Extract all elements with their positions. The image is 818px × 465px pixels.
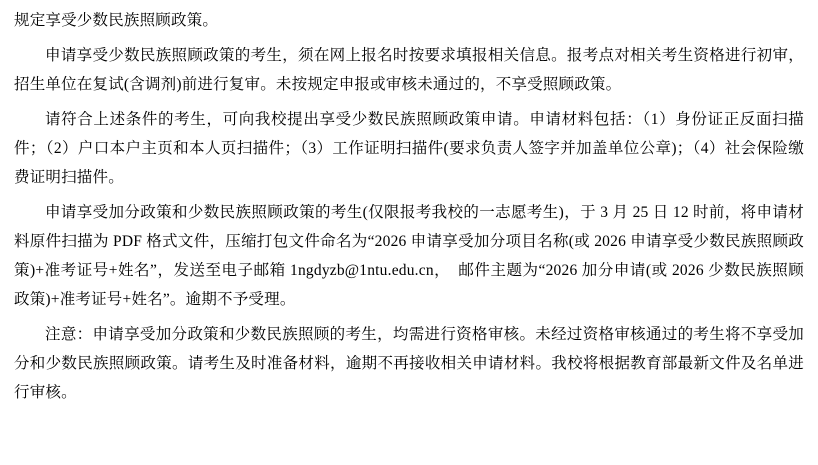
- paragraph-required-materials: 请符合上述条件的考生，可向我校提出享受少数民族照顾政策申请。申请材料包括：（1）身份证正反面扫描件；（2）户口本户主页和本人页扫描件；（3）工作证明扫描件(要求负责人签字并加盖单位公章)；（4）社会保险缴费证明扫描件。: [14, 111, 804, 186]
- paragraph-submission-instructions: 申请享受加分政策和少数民族照顾政策的考生(仅限报考我校的一志愿考生)，于 3 月 25 日 12 时前，将申请材料原件扫描为 PDF 格式文件，压缩打包文件命名为“2026 申请享受加分项目名称(或 2026 申请享受少数民族照顾政策)+准考证号+姓名”，发送至电子邮箱 1ngdyzb@1ntu.edu.cn， 邮件主题为“2026 加分申请(或 2026 少数民族照顾政策)+准考证号+姓名”。逾期不予受理。: [14, 204, 804, 308]
- paragraph-notice: 注意：申请享受加分政策和少数民族照顾的考生，均需进行资格审核。未经过资格审核通过的考生将不享受加分和少数民族照顾政策。请考生及时准备材料，逾期不再接收相关申请材料。我校将根据教育部最新文件及名单进行审核。: [14, 326, 804, 401]
- paragraph-policy-stipulation: 规定享受少数民族照顾政策。: [14, 12, 219, 29]
- paragraph-application-online: 申请享受少数民族照顾政策的考生，须在网上报名时按要求填报相关信息。报考点对相关考生资格进行初审，招生单位在复试(含调剂)前进行复审。未按规定申报或审核未通过的，不享受照顾政策。: [14, 47, 804, 93]
